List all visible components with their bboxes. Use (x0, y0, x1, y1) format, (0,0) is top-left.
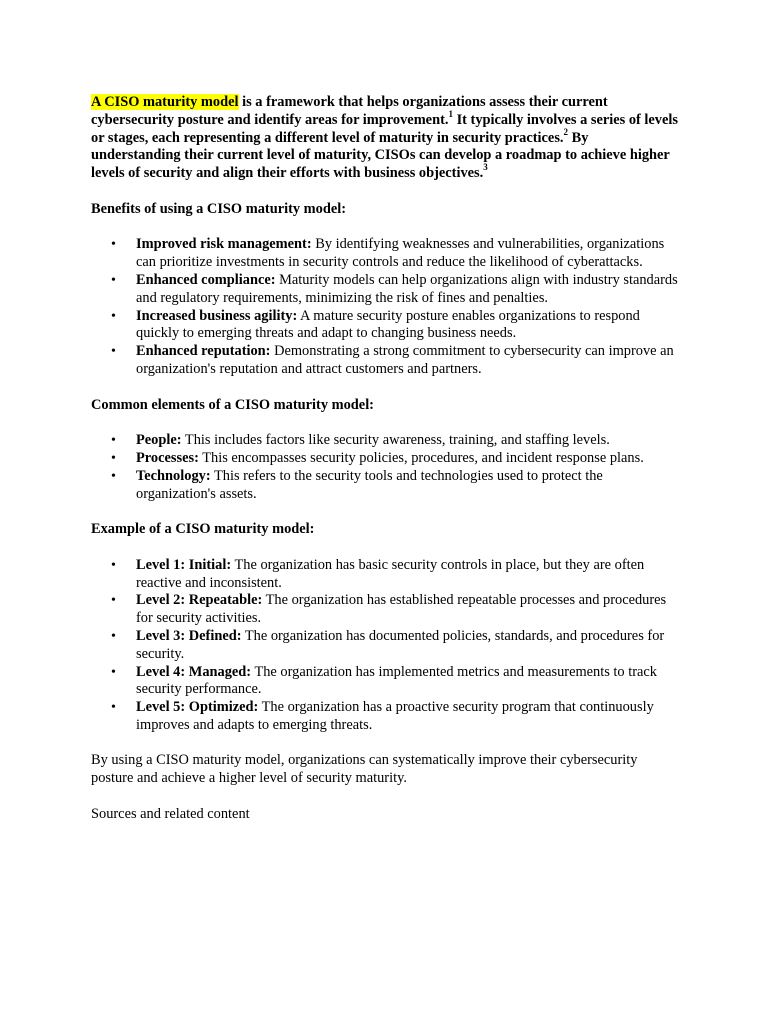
list-item (91, 272, 681, 308)
list-item-term: Level 4: Managed: (136, 663, 252, 680)
conclusion-paragraph: By using a CISO maturity model, organizations can systematically improve their cybersecurity posture and achieve a higher level of security maturity. (91, 752, 638, 787)
intro-text-2: It typically involves a series of levels or stages, each representing a different level of maturity in security practices. (91, 111, 678, 146)
benefits-list (91, 236, 681, 378)
sources-link[interactable]: Sources and related content (91, 805, 250, 822)
list-item-text: This refers to the security tools and technologies used to protect the organization's assets. (136, 467, 603, 502)
list-item-term: Technology: (136, 467, 211, 484)
list-item-term: Level 3: Defined: (136, 627, 242, 644)
bullet-icon: • (111, 557, 116, 573)
citation-3[interactable]: 3 (483, 162, 488, 173)
list-item (91, 236, 681, 272)
bullet-icon: • (111, 272, 116, 288)
list-item (91, 450, 681, 468)
bullet-icon: • (111, 700, 116, 716)
list-item-text: Maturity models can help organizations align with industry standards and regulatory requirements, minimizing the risk of fines and penalties. (136, 271, 678, 306)
list-item (91, 557, 681, 593)
list-item-text: This encompasses security policies, procedures, and incident response plans. (198, 449, 644, 466)
elements-list (91, 432, 681, 503)
citation-1[interactable]: 1 (448, 109, 453, 119)
bullet-icon: • (111, 628, 116, 644)
list-item-term: Level 2: Repeatable: (136, 592, 263, 609)
list-item-term: People: (136, 432, 182, 449)
list-item-text: The organization has a proactive security program that continuously improves and adapts to emerging threats. (136, 699, 654, 733)
list-item-text: A mature security posture enables organizations to respond quickly to emerging threats and adapt to changing business needs. (136, 307, 640, 342)
list-item-text: The organization has documented policies, standards, and procedures for security. (136, 627, 665, 662)
list-item-term: Increased business agility: (136, 307, 298, 324)
list-item (91, 664, 681, 700)
list-item (91, 468, 681, 504)
list-item-text: This includes factors like security awareness, training, and staffing levels. (181, 432, 610, 449)
list-item (91, 592, 681, 628)
list-item-text: The organization has basic security controls in place, but they are often reactive and inconsistent. (136, 556, 645, 591)
intro-text-1: is a framework that helps organizations assess their current cybersecurity posture and identify areas for improvement. (91, 94, 608, 128)
bullet-icon: • (111, 664, 116, 680)
list-item-term: Processes: (136, 449, 199, 466)
intro-paragraph (91, 94, 681, 183)
intro-text-3: By understanding their current level of maturity, CISOs can develop a roadmap to achieve higher levels of security and align their efforts with business objectives. (91, 129, 670, 182)
benefits-heading: Benefits of using a CISO maturity model: (91, 200, 347, 217)
list-item-text: The organization has implemented metrics and measurements to track security performance. (136, 663, 657, 698)
list-item-text: Demonstrating a strong commitment to cybersecurity can improve an organization's reputation and attract customers and partners. (136, 343, 674, 377)
bullet-icon: • (111, 237, 116, 253)
list-item (91, 432, 681, 450)
list-item-term: Improved risk management: (136, 236, 312, 253)
bullet-icon: • (111, 344, 116, 360)
list-item (91, 343, 681, 379)
bullet-icon: • (111, 450, 116, 466)
list-item-term: Enhanced compliance: (136, 271, 276, 288)
bullet-icon: • (111, 468, 116, 484)
list-item-text: The organization has established repeatable processes and procedures for security activities. (136, 592, 667, 627)
list-item-term: Level 5: Optimized: (136, 699, 259, 716)
bullet-icon: • (111, 308, 116, 324)
citation-2[interactable]: 2 (563, 126, 569, 137)
list-item-text: By identifying weaknesses and vulnerabilities, organizations can prioritize investments in security controls and reduce the likelihood of cyberattacks. (136, 236, 665, 271)
list-item-term: Enhanced reputation: (136, 343, 271, 360)
document-page (91, 94, 681, 824)
bullet-icon: • (111, 433, 116, 449)
highlighted-term: A CISO maturity model (91, 94, 239, 110)
list-item (91, 699, 681, 735)
list-item (91, 308, 681, 344)
elements-heading: Common elements of a CISO maturity model: (91, 396, 374, 413)
example-heading: Example of a CISO maturity model: (91, 521, 315, 538)
bullet-icon: • (111, 593, 116, 609)
example-list (91, 557, 681, 735)
list-item-term: Level 1: Initial: (136, 556, 232, 573)
list-item (91, 628, 681, 664)
